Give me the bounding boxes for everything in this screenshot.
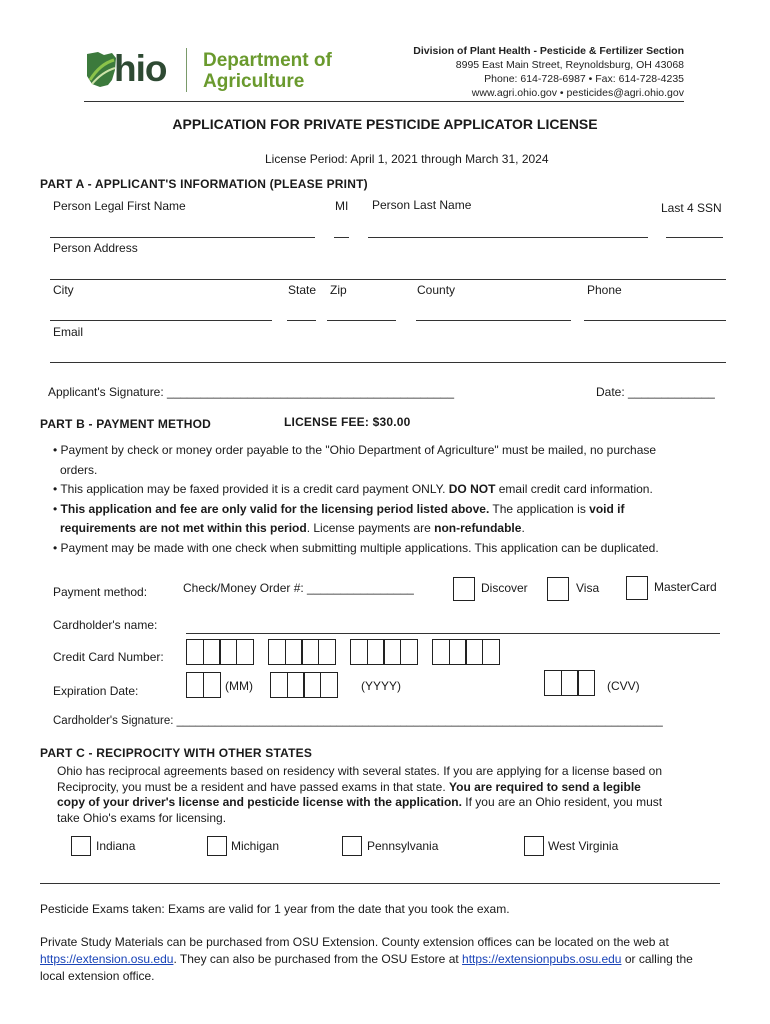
- bullet-3: • This application and fee are only valid for the licensing period listed above. The application is void if: [53, 501, 625, 516]
- indiana-checkbox[interactable]: [71, 836, 91, 856]
- bullet-3-cont: requirements are not met within this period. License payments are non-refundable.: [60, 521, 525, 535]
- pennsylvania-label: Pennsylvania: [367, 839, 439, 853]
- michigan-checkbox[interactable]: [207, 836, 227, 856]
- division-web: www.agri.ohio.gov • pesticides@agri.ohio.gov: [471, 87, 684, 99]
- visa-checkbox[interactable]: [547, 577, 569, 601]
- part-a-heading: PART A - APPLICANT'S INFORMATION (PLEASE PRINT): [40, 177, 368, 191]
- license-period: License Period: April 1, 2021 through March 31, 2024: [265, 152, 549, 166]
- mm-label: (MM): [225, 679, 253, 693]
- phone-field[interactable]: [584, 320, 726, 321]
- card-number-group-3[interactable]: [350, 639, 416, 665]
- expiration-year[interactable]: [270, 672, 336, 698]
- county-label: County: [417, 283, 456, 297]
- discover-label: Discover: [481, 581, 528, 595]
- division-name: Division of Plant Health - Pesticide & Fertilizer Section: [413, 45, 684, 57]
- division-address: 8995 East Main Street, Reynoldsburg, OH 43068: [455, 59, 684, 71]
- part-c-heading: PART C - RECIPROCITY WITH OTHER STATES: [40, 746, 313, 760]
- osu-extension-link[interactable]: https://extension.osu.edu: [40, 952, 174, 966]
- city-field[interactable]: [50, 320, 272, 321]
- bullet-1: • Payment by check or money order payable to the "Ohio Department of Agriculture" must be mailed, no purchase: [53, 443, 657, 457]
- michigan-label: Michigan: [231, 839, 280, 853]
- zip-field[interactable]: [327, 320, 396, 321]
- ohio-state-icon: [84, 50, 118, 88]
- state-field[interactable]: [287, 320, 316, 321]
- city-label: City: [53, 283, 74, 297]
- email-label: Email: [53, 325, 84, 339]
- reciprocity-line-2: Reciprocity, you must be a resident and have passed exams in that state. You are required to send a legible: [57, 779, 641, 794]
- west-virginia-label: West Virginia: [548, 839, 619, 853]
- signature-date[interactable]: Date: _____________: [596, 385, 715, 399]
- west-virginia-checkbox[interactable]: [524, 836, 544, 856]
- bullet-4: • Payment may be made with one check when submitting multiple applications. This application can be duplicated.: [53, 540, 659, 555]
- dept-name-line1: Department of: [203, 50, 332, 71]
- division-phone: Phone: 614-728-6987 • Fax: 614-728-4235: [484, 73, 684, 85]
- discover-checkbox[interactable]: [453, 577, 475, 601]
- study-line-3: local extension office.: [40, 969, 155, 983]
- pennsylvania-checkbox[interactable]: [342, 836, 362, 856]
- header-rule: [84, 101, 684, 102]
- first-name-label: Person Legal First Name: [53, 199, 186, 213]
- card-number-group-4[interactable]: [432, 639, 498, 665]
- mastercard-checkbox[interactable]: [626, 576, 648, 600]
- reciprocity-line-1: Ohio has reciprocal agreements based on residency with several states. If you are applying for a license based on: [57, 764, 663, 778]
- indiana-label: Indiana: [96, 839, 136, 853]
- reciprocity-line-4: take Ohio's exams for licensing.: [57, 810, 227, 825]
- visa-label: Visa: [576, 581, 600, 595]
- cvv-label: (CVV): [607, 679, 640, 693]
- address-field[interactable]: [50, 279, 726, 280]
- payment-method-label: Payment method:: [53, 585, 148, 599]
- cvv-field[interactable]: [544, 670, 594, 696]
- cardholder-signature[interactable]: Cardholder's Signature: ____________________________________________________________________________: [53, 715, 663, 727]
- address-label: Person Address: [53, 241, 138, 255]
- bullet-1-cont: orders.: [60, 462, 98, 477]
- ssn-label: Last 4 SSN: [661, 201, 722, 215]
- ssn-field[interactable]: [666, 237, 723, 238]
- expiration-month[interactable]: [186, 672, 219, 698]
- section-divider: [40, 883, 720, 884]
- study-materials: [40, 934, 740, 985]
- email-field[interactable]: [50, 362, 726, 363]
- part-b-heading: PART B - PAYMENT METHOD: [40, 417, 212, 431]
- osu-estore-link[interactable]: https://extensionpubs.osu.edu: [462, 952, 622, 966]
- payment-bullets: [53, 441, 743, 558]
- mi-label: MI: [335, 199, 349, 213]
- card-number-group-1[interactable]: [186, 639, 252, 665]
- bullet-2: • This application may be faxed provided it is a credit card payment ONLY. DO NOT email credit card information.: [53, 482, 653, 496]
- exams-note: Pesticide Exams taken: Exams are valid for 1 year from the date that you took the exam.: [40, 902, 510, 916]
- county-field[interactable]: [416, 320, 571, 321]
- yyyy-label: (YYYY): [361, 679, 402, 693]
- cardholder-name-field[interactable]: [186, 633, 720, 634]
- dept-name-line2: Agriculture: [203, 71, 305, 92]
- mi-field[interactable]: [334, 237, 349, 238]
- last-name-label: Person Last Name: [372, 198, 472, 212]
- mastercard-label: MasterCard: [654, 580, 717, 594]
- logo-divider: [186, 48, 187, 92]
- state-label: State: [288, 283, 317, 297]
- study-line-1: Private Study Materials can be purchased from OSU Extension. County extension offices can be located on the web at: [40, 935, 669, 949]
- phone-label: Phone: [587, 283, 622, 297]
- reciprocity-text: [57, 764, 747, 826]
- logo-word: hio: [114, 48, 167, 89]
- card-number-label: Credit Card Number:: [53, 650, 164, 664]
- applicant-signature[interactable]: Applicant's Signature: ___________________________________________: [48, 385, 455, 399]
- cardholder-name-label: Cardholder's name:: [53, 618, 158, 632]
- license-fee: LICENSE FEE: $30.00: [284, 415, 411, 429]
- header-contact: [380, 44, 684, 100]
- check-number-field[interactable]: Check/Money Order #: ________________: [183, 581, 414, 595]
- last-name-field[interactable]: [368, 237, 648, 238]
- first-name-field[interactable]: [50, 237, 315, 238]
- card-number-group-2[interactable]: [268, 639, 334, 665]
- expiration-label: Expiration Date:: [53, 684, 139, 698]
- reciprocity-line-3: copy of your driver's license and pesticide license with the application. If you are an Ohio resident, you must: [57, 795, 663, 809]
- study-line-2: https://extension.osu.edu. They can also be purchased from the OSU Estore at https://extensionpubs.osu.edu or calling the: [40, 952, 693, 966]
- form-title: APPLICATION FOR PRIVATE PESTICIDE APPLICATOR LICENSE: [172, 116, 598, 132]
- zip-label: Zip: [330, 283, 347, 297]
